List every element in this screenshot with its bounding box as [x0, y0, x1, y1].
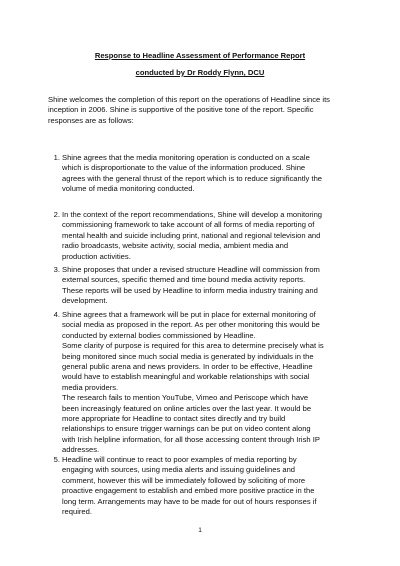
- item-number: 1.: [53, 153, 60, 162]
- item-text: [62, 265, 368, 307]
- item-line: with Irish helpline information, for all those accessing content through Irish IP: [62, 434, 320, 444]
- item-line: addresses.: [62, 445, 100, 455]
- item-line: which is disproportionate to the value of the information produced. Shine: [62, 163, 306, 173]
- item-line: agrees with the general thrust of the report which is to reduce significantly the: [62, 173, 323, 183]
- item-line: Shine agrees that a framework will be put in place for external monitoring of: [62, 310, 316, 319]
- item-line: been increasingly featured on online articles over the last year. It would be: [62, 403, 312, 413]
- intro-line: inception in 2006. Shine is supportive of the positive tone of the report. Specific: [48, 105, 314, 115]
- item-number: 2.: [53, 210, 60, 219]
- item-line: production activities.: [62, 251, 131, 261]
- item-line: general public arena and news providers. In order to be effective, Headline: [62, 362, 313, 372]
- item-line: would have to establish meaningful and workable relationships with social: [62, 372, 310, 382]
- item-text: [62, 210, 368, 262]
- page-number: 1: [198, 527, 202, 534]
- item-line: engaging with sources, using media alerts and issuing guidelines and: [62, 465, 296, 475]
- item-line: required.: [62, 507, 92, 517]
- item-line: development.: [62, 296, 108, 306]
- item-line: social media as proposed in the report. As per other monitoring this would be: [62, 320, 320, 330]
- item-text: [62, 455, 368, 517]
- item-line: more appropriate for Headline to contact sites directly and try build: [62, 414, 286, 424]
- item-line: media providers.: [62, 382, 119, 392]
- item-line: comment, however this will be immediately followed by soliciting of more: [62, 475, 306, 485]
- item-line: These reports will be used by Headline to inform media industry training and: [62, 285, 318, 295]
- item-number: 5.: [53, 455, 60, 464]
- item-line: commissioning framework to take account of all forms of media reporting of: [62, 220, 315, 230]
- document-title: Response to Headline Assessment of Performance Report: [94, 51, 306, 60]
- item-number: 3.: [53, 265, 60, 274]
- item-line: long term. Arrangements may have to be made for out of hours responses if: [62, 496, 317, 506]
- item-line: proactive engagement to establish and embed more positive practice in the: [62, 486, 315, 496]
- item-line: The research fails to mention YouTube, Vimeo and Periscope which have: [62, 393, 309, 403]
- item-line: Shine agrees that the media monitoring operation is conducted on a scale: [62, 153, 310, 162]
- item-text: [62, 310, 368, 456]
- item-line: mental health and suicide including print, national and regional television and: [62, 230, 321, 240]
- item-line: Shine proposes that under a revised structure Headline will commission from: [62, 265, 320, 274]
- item-line: external sources, specific themed and time bound media activity reports.: [62, 275, 306, 285]
- item-line: Headline will continue to react to poor examples of media reporting by: [62, 455, 297, 464]
- item-line: conducted by external bodies commissioned by Headline.: [62, 330, 256, 340]
- intro-line: responses are as follows:: [48, 115, 134, 125]
- item-line: volume of media monitoring conducted.: [62, 184, 195, 194]
- item-line: relationships to ensure trigger warnings can be put on video content along: [62, 424, 311, 434]
- item-number: 4.: [53, 310, 60, 319]
- item-line: radio broadcasts, website activity, social media, ambient media and: [62, 241, 289, 251]
- intro-line: Shine welcomes the completion of this report on the operations of Headline since its: [48, 95, 330, 104]
- intro-paragraph: [48, 95, 360, 126]
- item-line: Some clarity of purpose is required for this area to determine precisely what is: [62, 341, 324, 351]
- item-line: In the context of the report recommendations, Shine will develop a monitoring: [62, 210, 323, 219]
- item-text: [62, 153, 368, 195]
- item-line: being monitored since much social media is generated by individuals in the: [62, 351, 314, 361]
- document-subtitle: conducted by Dr Roddy Flynn, DCU: [135, 68, 265, 77]
